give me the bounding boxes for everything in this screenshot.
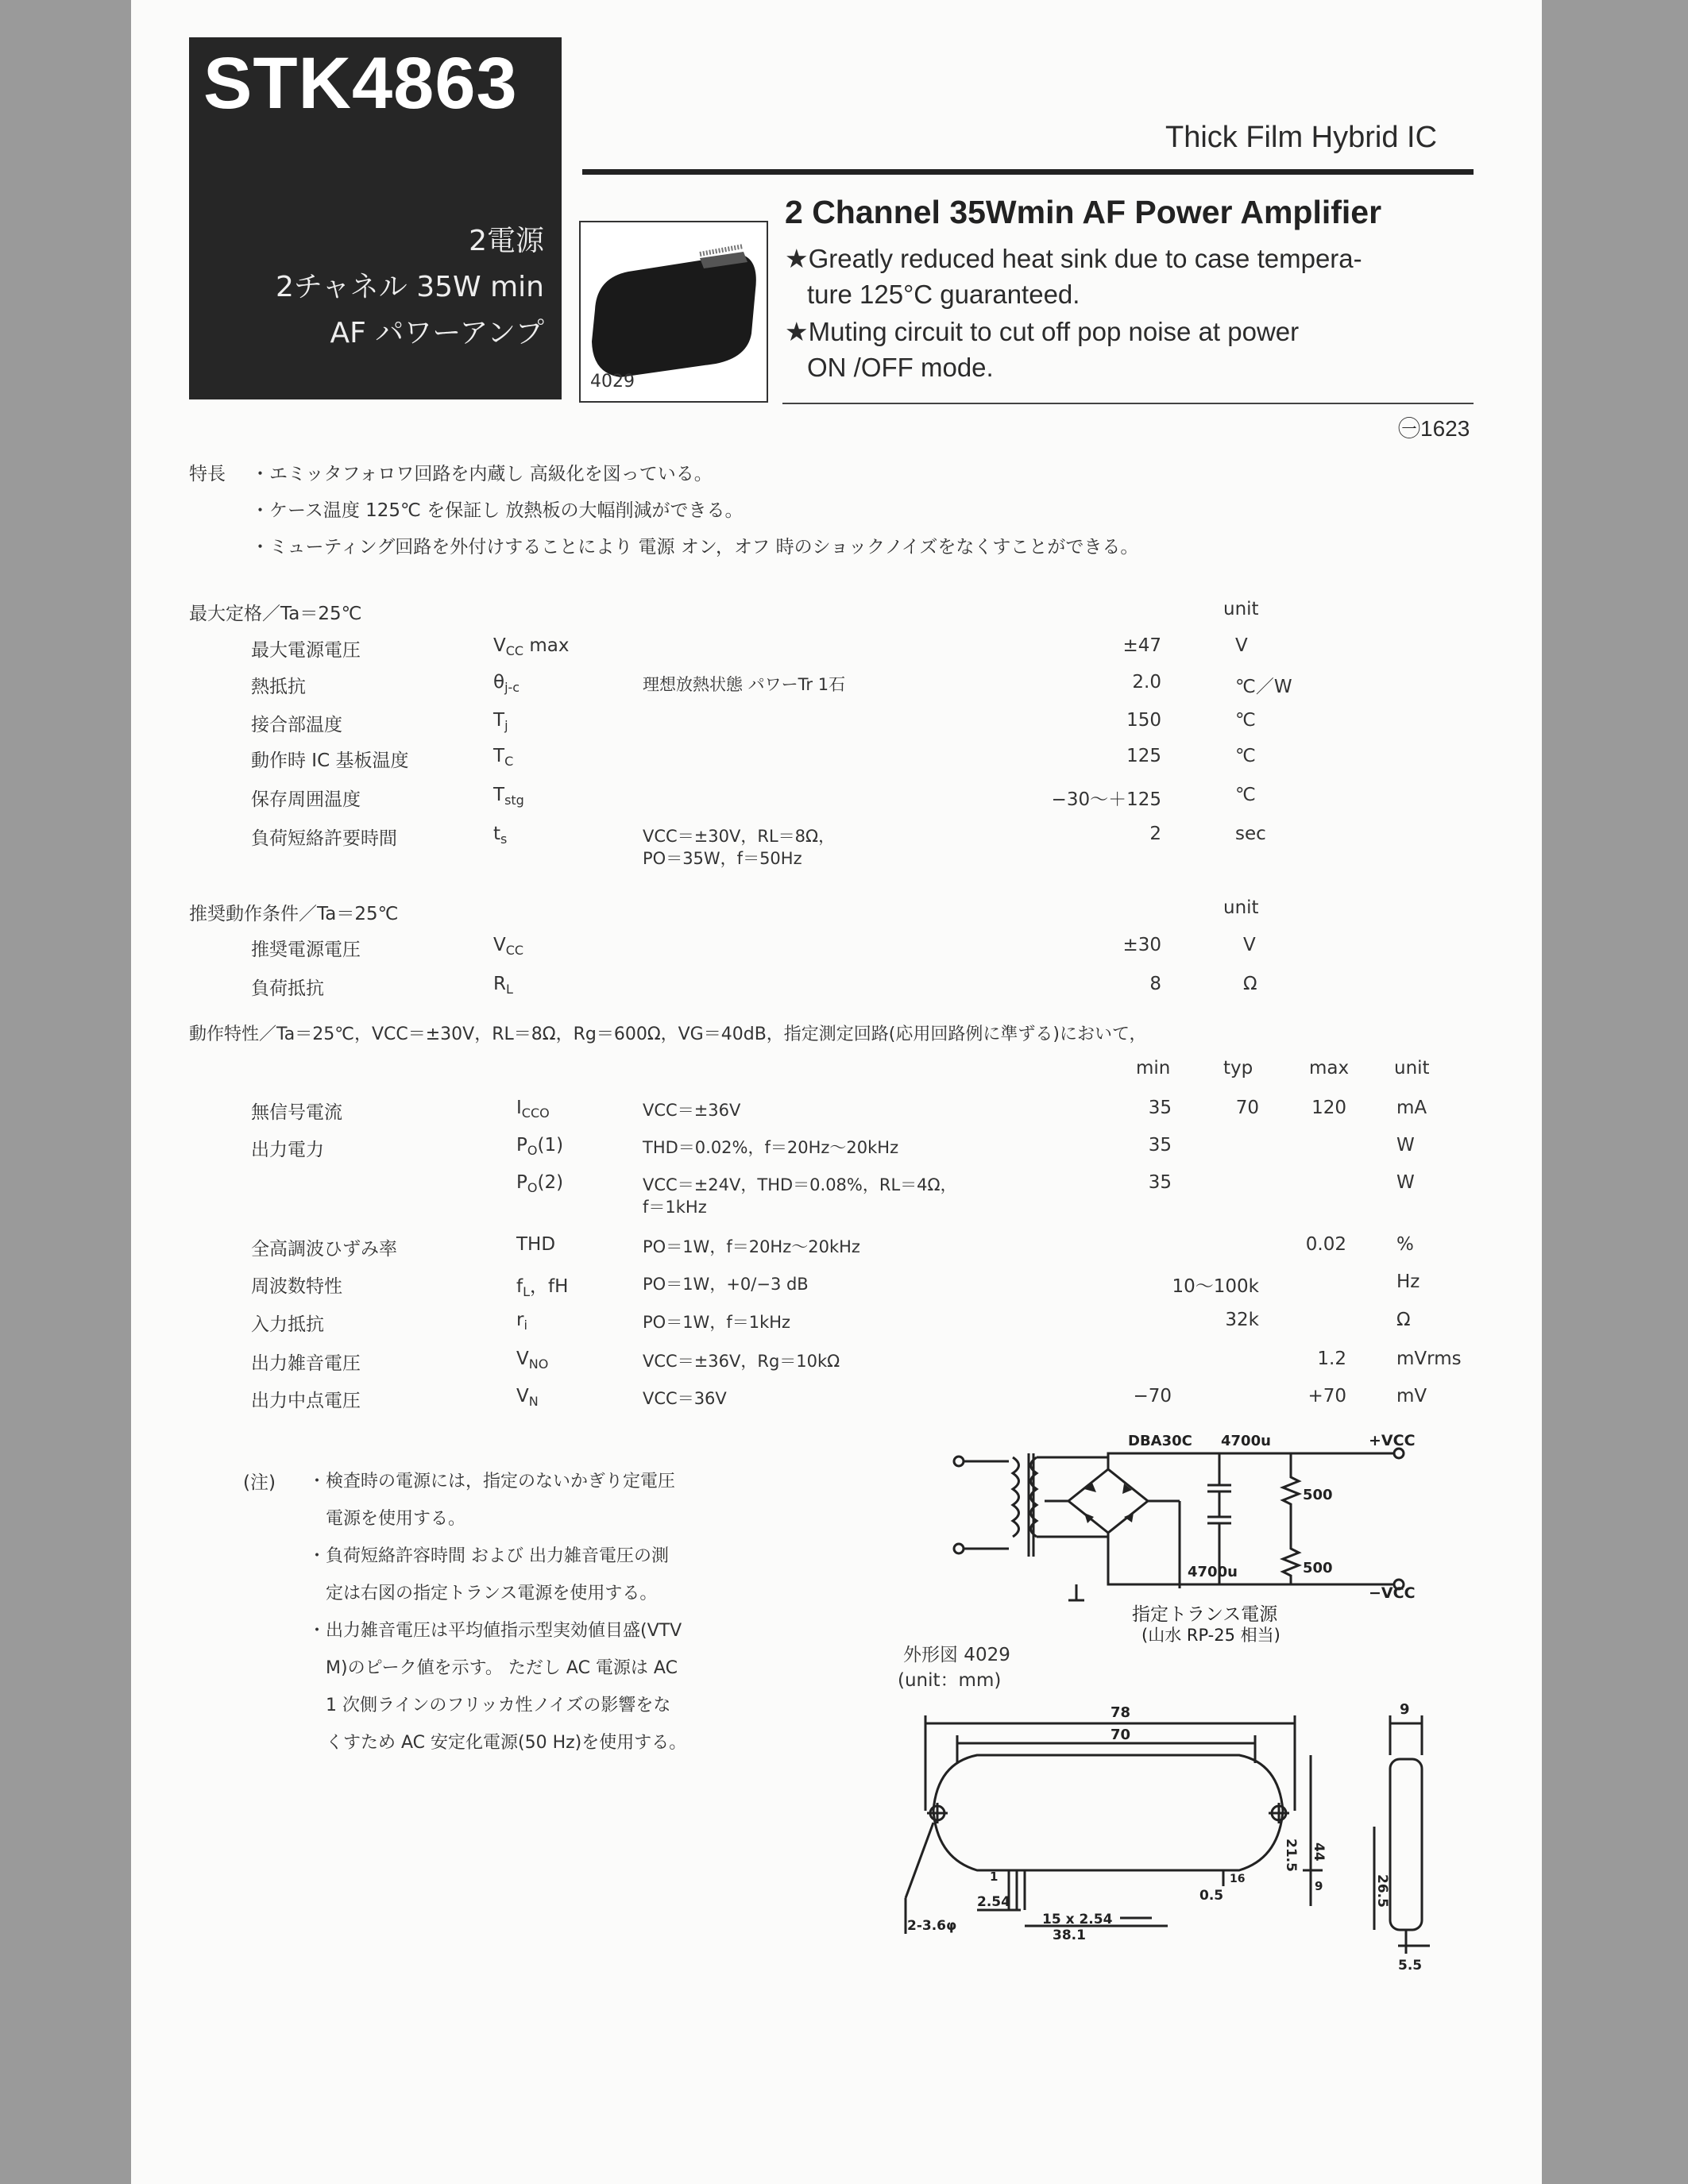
doc-number: ㊀1623 — [1398, 416, 1470, 441]
characteristic-name: 入力抵抗 — [251, 1314, 324, 1335]
note-line: ・検査時の電源には，指定のないかぎり定電圧 — [308, 1472, 676, 1491]
rating-value: −30〜＋125 — [1051, 789, 1161, 810]
max-value: 120 — [1311, 1098, 1346, 1118]
dim-label: 26.5 — [1374, 1874, 1390, 1908]
symbol: $T_{stg}$ — [493, 785, 524, 808]
characteristic-name: 出力電力 — [251, 1140, 324, 1160]
title-rule — [782, 403, 1474, 404]
recommended-name: 推奨電源電圧 — [251, 940, 361, 960]
dim-label: 0.5 — [1199, 1888, 1224, 1904]
symbol: $f_L$，fH — [516, 1276, 569, 1299]
symbol: $T_j$ — [493, 710, 508, 733]
resistor-label: 500 — [1303, 1560, 1333, 1576]
jp-title-line: AF パワーアンプ — [330, 317, 544, 349]
unit-value: W — [1396, 1172, 1415, 1193]
diagram-caption: (山水 RP-25 相当) — [1141, 1626, 1280, 1644]
note-line: M)のピーク値を示す。 ただし AC 電源は AC — [308, 1658, 678, 1678]
package-code: 4029 — [590, 372, 635, 392]
condition: f＝1kHz — [643, 1198, 707, 1217]
rating-name: 接合部温度 — [251, 715, 342, 735]
product-title: 2 Channel 35Wmin AF Power Amplifier — [785, 194, 1382, 230]
min-value: 35 — [1148, 1135, 1172, 1156]
title-block — [189, 37, 562, 399]
feature-item: ・ケース温度 125℃ を保証し 放熱板の大幅削減ができる。 — [251, 500, 744, 521]
condition: VCC＝36V — [643, 1389, 727, 1408]
dim-label: 21.5 — [1283, 1839, 1299, 1872]
condition: VCC＝±36V，Rg＝10kΩ — [643, 1352, 840, 1371]
rating-unit: ℃ — [1235, 710, 1256, 731]
condition: THD＝0.02%，f＝20Hz〜20kHz — [643, 1138, 899, 1157]
recommended-unit: V — [1243, 935, 1256, 955]
characteristic-name: 周波数特性 — [251, 1276, 342, 1297]
dim-label: 78 — [1111, 1704, 1131, 1721]
rating-unit: ℃ — [1235, 785, 1256, 805]
rating-value: ±47 — [1122, 635, 1161, 656]
resistor-label: 500 — [1303, 1487, 1333, 1503]
package-photo — [579, 221, 768, 403]
max-value: +70 — [1308, 1386, 1346, 1406]
part-number: STK4863 — [203, 43, 518, 124]
rating-name: 熱抵抗 — [251, 677, 306, 697]
note-line: 定は右図の指定トランス電源を使用する。 — [308, 1584, 658, 1603]
characteristic-name: 全高調波ひずみ率 — [251, 1239, 397, 1260]
symbol: $V_N$ — [516, 1386, 539, 1409]
dim-label: 1 — [990, 1870, 999, 1884]
recommended-heading: 推奨動作条件／Ta＝25℃ — [189, 904, 399, 924]
min-value: −70 — [1133, 1386, 1172, 1406]
col-max: max — [1309, 1058, 1350, 1078]
cap-label: 4700u — [1188, 1564, 1238, 1580]
unit-value: mV — [1396, 1386, 1427, 1406]
dim-label: 44 — [1311, 1843, 1327, 1862]
unit-value: % — [1396, 1234, 1414, 1255]
rating-name: 動作時 IC 基板温度 — [251, 751, 409, 771]
symbol: $T_C$ — [493, 746, 514, 769]
condition: 理想放熱状態 パワーTr 1石 — [643, 675, 846, 694]
col-min: min — [1136, 1058, 1171, 1078]
notes-label: (注) — [243, 1472, 276, 1493]
dim-label: 5.5 — [1398, 1958, 1423, 1974]
rating-value: 125 — [1126, 746, 1161, 766]
characteristic-name: 出力中点電圧 — [251, 1391, 361, 1411]
feature-item: ・ミューティング回路を外付けすることにより 電源 オン，オフ 時のショックノイズをなくすことができる。 — [251, 537, 1139, 558]
symbol: $P_O(2)$ — [516, 1172, 564, 1195]
recommended-value: 8 — [1149, 974, 1161, 994]
note-line: 電源を使用する。 — [308, 1509, 466, 1529]
rating-unit: V — [1235, 635, 1248, 656]
dim-label: 2.54 — [977, 1894, 1010, 1910]
jp-title-line: 2電源 — [469, 225, 544, 257]
symbol: $V_{CC}$ max — [493, 635, 570, 658]
condition: PO＝1W，+0/−3 dB — [643, 1275, 809, 1294]
rating-value: 150 — [1126, 710, 1161, 731]
dim-label: 9 — [1315, 1879, 1323, 1893]
symbol: $t_s$ — [493, 824, 508, 847]
min-value: 35 — [1148, 1172, 1172, 1193]
symbol: THD — [516, 1234, 556, 1255]
bridge-label: DBA30C — [1128, 1433, 1192, 1449]
symbol: $V_{CC}$ — [493, 935, 524, 958]
outline-unit: (unit：mm) — [898, 1670, 1002, 1691]
features-label: 特長 — [189, 464, 226, 484]
rating-value: 2.0 — [1132, 672, 1161, 693]
unit-value: Ω — [1396, 1310, 1411, 1330]
symbol: $I_{CCO}$ — [516, 1098, 550, 1121]
condition: VCC＝±36V — [643, 1101, 741, 1120]
recommended-name: 負荷抵抗 — [251, 978, 324, 999]
unit-value: mA — [1396, 1098, 1427, 1118]
jp-title-line: 2チャネル 35W min — [275, 271, 544, 303]
max-ratings-heading: 最大定格／Ta＝25℃ — [189, 604, 362, 624]
condition: VCC＝±30V，RL＝8Ω， — [643, 827, 836, 846]
bullet-line: ON /OFF mode. — [807, 353, 994, 382]
symbol: $\theta_{j-c}$ — [493, 672, 520, 695]
unit-value: Hz — [1396, 1271, 1420, 1292]
condition: VCC＝±24V，THD＝0.08%，RL＝4Ω， — [643, 1175, 957, 1194]
cap-label: 4700u — [1221, 1433, 1271, 1449]
dim-label: 70 — [1111, 1727, 1131, 1743]
rating-unit: sec — [1235, 824, 1266, 844]
typ-value: 10〜100k — [1172, 1276, 1259, 1297]
vcc-plus-label: +VCC — [1369, 1432, 1416, 1449]
dim-label: 16 — [1230, 1873, 1246, 1885]
scan-margin-right — [1542, 0, 1688, 2184]
symbol: $P_O(1)$ — [516, 1135, 564, 1158]
diagram-caption: 指定トランス電源 — [1132, 1604, 1278, 1625]
rating-unit: ℃／W — [1235, 677, 1292, 697]
note-line: ・負荷短絡許容時間 および 出力雑音電圧の測 — [308, 1546, 669, 1566]
package-outline-drawing — [890, 1692, 1446, 2025]
max-value: 1.2 — [1317, 1349, 1346, 1369]
header-rule — [582, 169, 1474, 175]
characteristic-name: 無信号電流 — [251, 1102, 342, 1123]
rating-value: 2 — [1149, 824, 1161, 844]
rating-name: 負荷短絡許要時間 — [251, 828, 397, 849]
dim-label: 2-3.6φ — [907, 1918, 957, 1934]
col-unit: unit — [1394, 1058, 1430, 1078]
note-line: くすため AC 安定化電源(50 Hz)を使用する。 — [308, 1733, 687, 1753]
typ-value: 70 — [1235, 1098, 1259, 1118]
note-line: ・出力雑音電圧は平均値指示型実効値目盛(VTV — [308, 1621, 682, 1641]
type-label: Thick Film Hybrid IC — [1165, 121, 1438, 154]
outline-title: 外形図 4029 — [903, 1645, 1010, 1665]
unit-value: mVrms — [1396, 1349, 1462, 1369]
rating-name: 保存周囲温度 — [251, 789, 361, 810]
power-supply-diagram — [949, 1422, 1426, 1644]
dim-label: 38.1 — [1053, 1927, 1086, 1943]
unit-header: unit — [1223, 897, 1259, 918]
rating-name: 最大電源電圧 — [251, 640, 361, 661]
dim-label: 9 — [1400, 1701, 1410, 1718]
condition: PO＝35W，f＝50Hz — [643, 849, 802, 868]
typ-value: 32k — [1225, 1310, 1259, 1330]
bullet-line: ture 125°C guaranteed. — [807, 280, 1080, 309]
unit-header: unit — [1223, 599, 1259, 619]
operating-heading: 動作特性／Ta＝25℃，VCC＝±30V，RL＝8Ω，Rg＝600Ω，VG＝40dB，指定測定回路(応用回路例に準ずる)において， — [189, 1024, 1147, 1044]
feature-item: ・エミッタフォロワ回路を内蔵し 高級化を図っている。 — [251, 464, 713, 484]
recommended-unit: Ω — [1243, 974, 1257, 994]
rating-unit: ℃ — [1235, 746, 1256, 766]
bullet-line: ★Greatly reduced heat sink due to case tempera- — [785, 244, 1362, 273]
max-value: 0.02 — [1305, 1234, 1346, 1255]
recommended-value: ±30 — [1122, 935, 1161, 955]
symbol: $r_i$ — [516, 1310, 527, 1333]
unit-value: W — [1396, 1135, 1415, 1156]
note-line: 1 次側ラインのフリッカ性ノイズの影響をな — [308, 1696, 671, 1715]
bullet-line: ★Muting circuit to cut off pop noise at power — [785, 317, 1300, 346]
characteristic-name: 出力雑音電圧 — [251, 1353, 361, 1374]
vcc-minus-label: −VCC — [1369, 1584, 1416, 1602]
symbol: $V_{NO}$ — [516, 1349, 549, 1372]
dim-label: 15 x 2.54 — [1042, 1912, 1113, 1927]
min-value: 35 — [1148, 1098, 1172, 1118]
condition: PO＝1W，f＝1kHz — [643, 1313, 791, 1332]
condition: PO＝1W，f＝20Hz〜20kHz — [643, 1237, 860, 1256]
col-typ: typ — [1223, 1058, 1253, 1078]
symbol: $R_L$ — [493, 974, 513, 997]
scan-margin-left — [0, 0, 131, 2184]
